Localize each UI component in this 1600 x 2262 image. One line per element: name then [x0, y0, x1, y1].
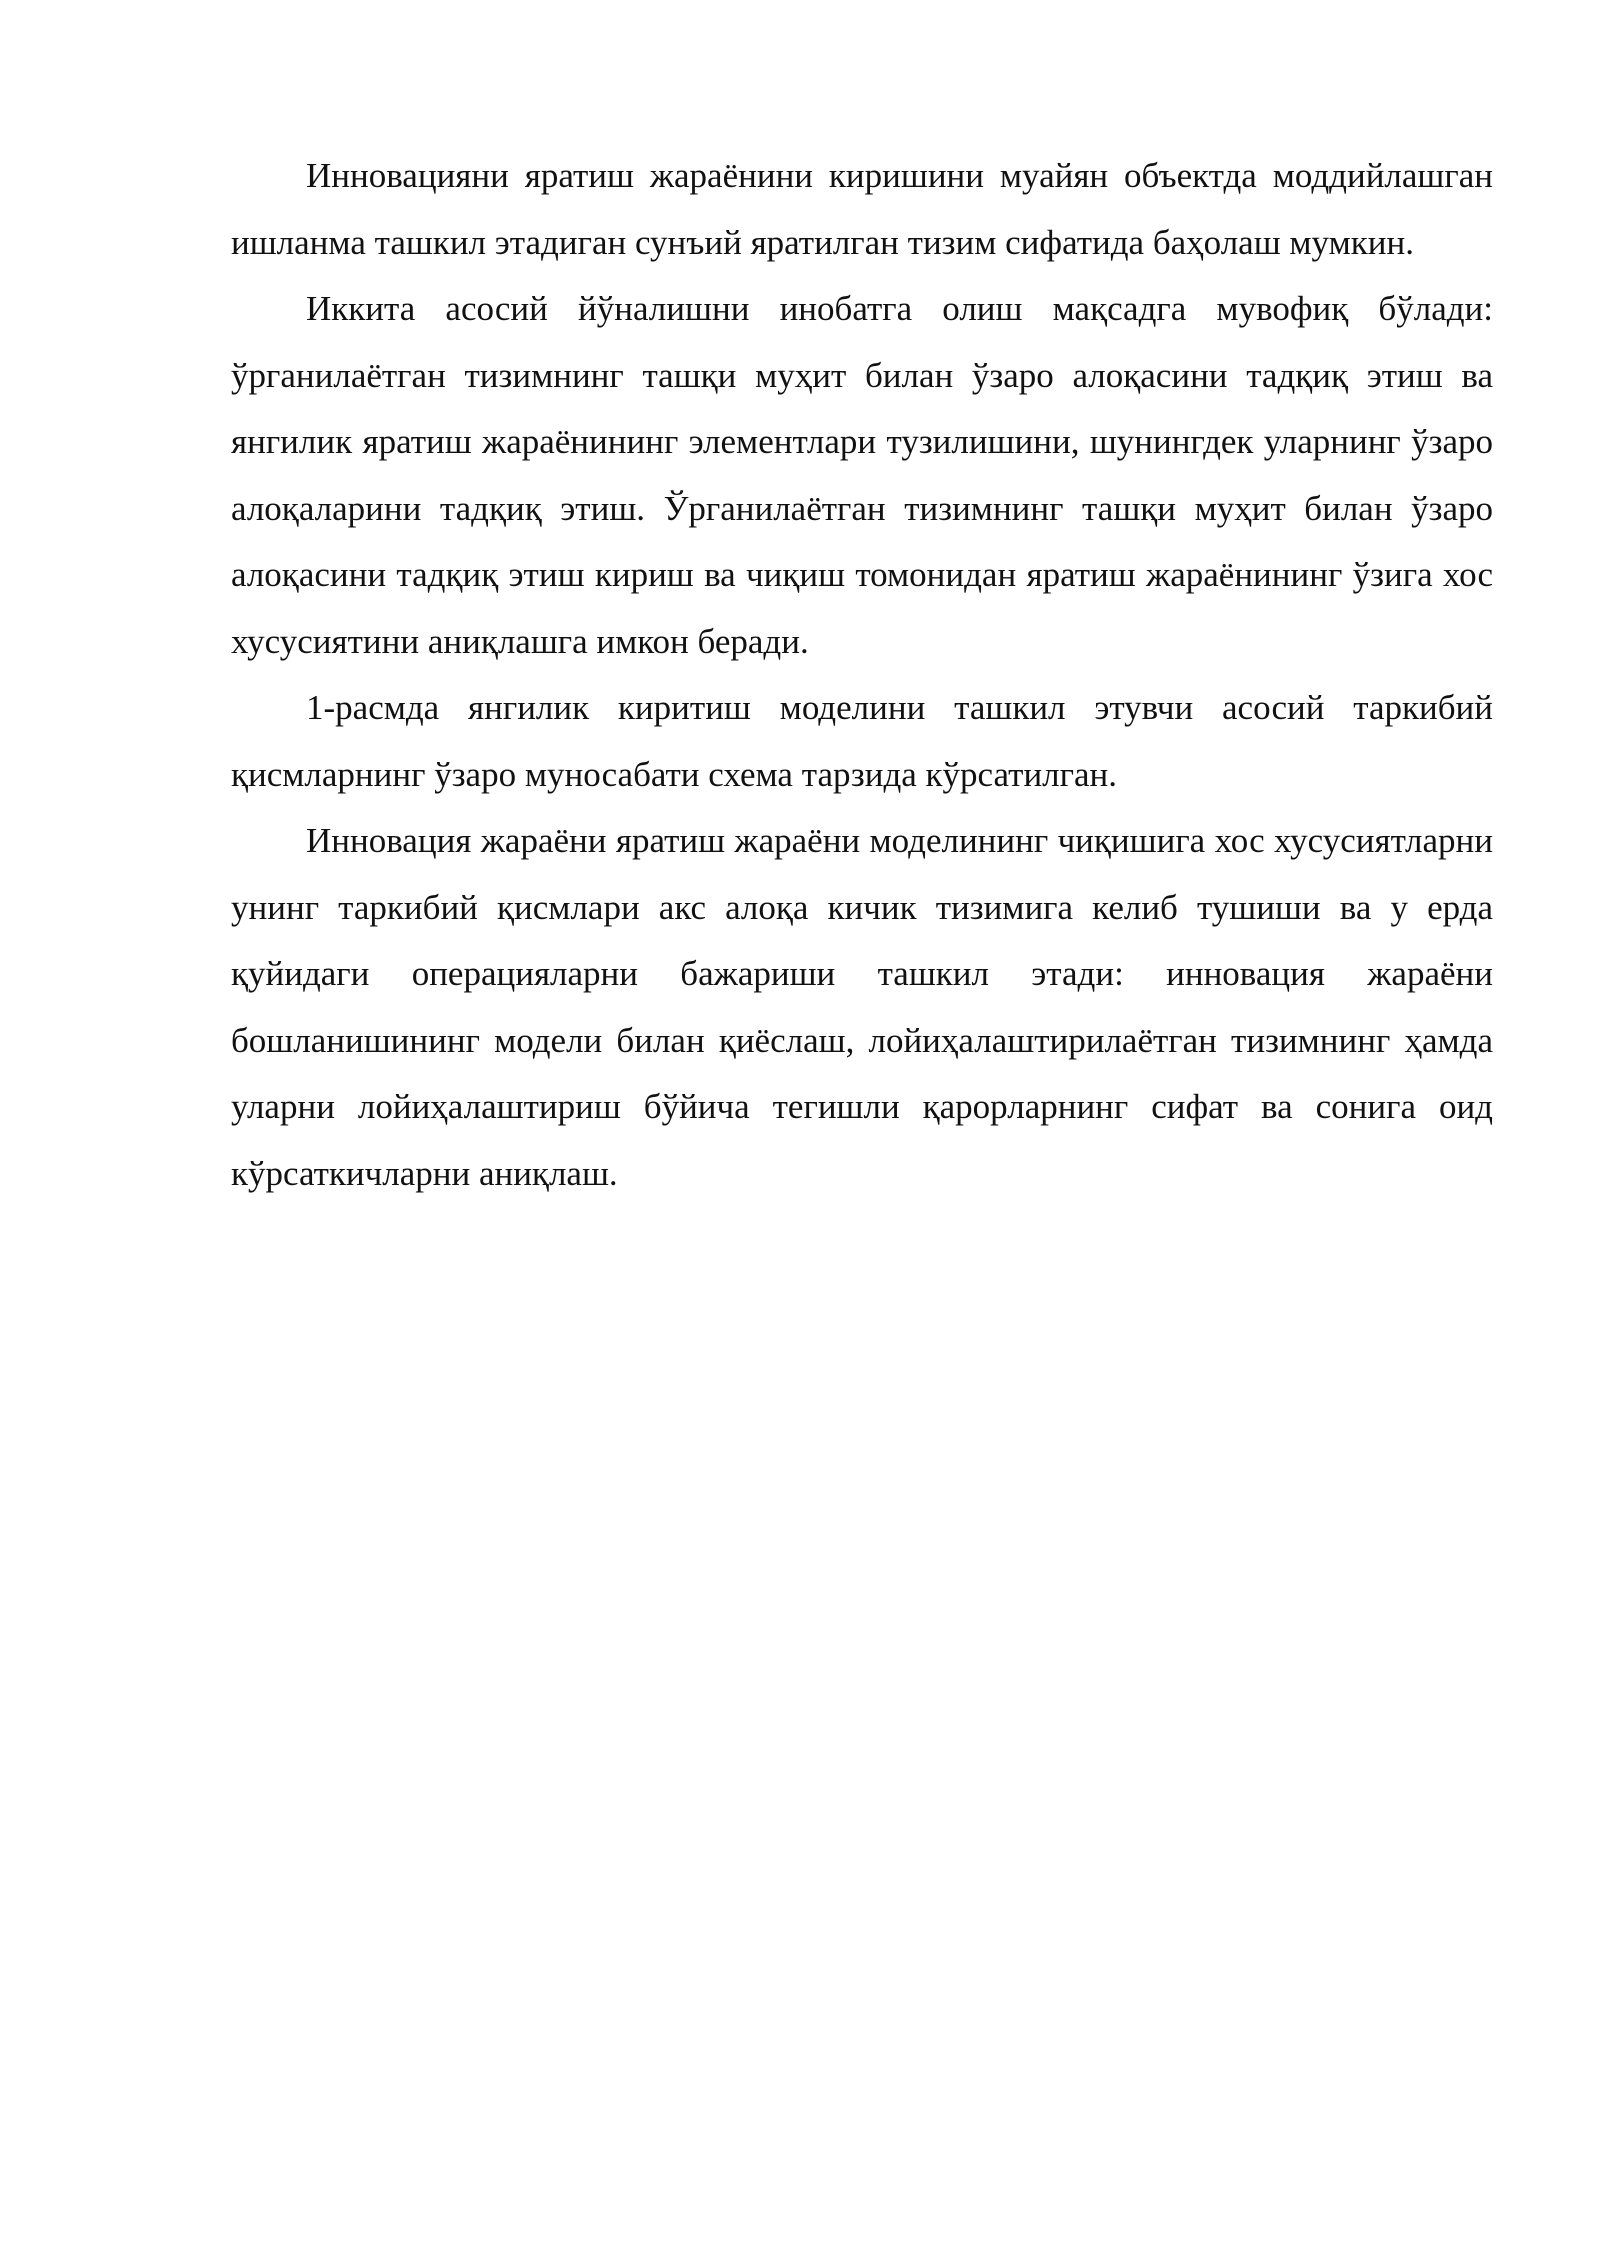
paragraph-1: Инновацияни яратиш жараёнини киришини муайян объектда моддийлашган ишланма ташкил этадиган сунъий яратилган тизим сифатида баҳолаш мумкин.	[231, 156, 1493, 262]
document-body	[231, 143, 1493, 1207]
paragraph-4: Инновация жараёни яратиш жараёни моделининг чиқишига хос хусусиятларни унинг таркибий қисмлари акс алоқа кичик тизимига келиб тушиши ва у ерда қуйидаги операцияларни бажариши ташкил этади: инновация жараёни бошланишининг модели билан қиёслаш, лойиҳалаштирилаётган тизимнинг ҳамда уларни лойиҳалаштириш бўйича тегишли қарорларнинг сифат ва сонига оид кўрсаткичларни аниқлаш.	[231, 821, 1493, 1193]
paragraph-2: Иккита асосий йўналишни инобатга олиш мақсадга мувофиқ бўлади: ўрганилаётган тизимнинг ташқи муҳит билан ўзаро алоқасини тадқиқ этиш ва янгилик яратиш жараёнининг элементлари тузилишини, шунингдек уларнинг ўзаро алоқаларини тадқиқ этиш. Ўрганилаётган тизимнинг ташқи муҳит билан ўзаро алоқасини тадқиқ этиш кириш ва чиқиш томонидан яратиш жараёнининг ўзига хос хусусиятини аниқлашга имкон беради.	[231, 289, 1493, 661]
paragraph-3: 1-расмда янгилик киритиш моделини ташкил этувчи асосий таркибий қисмларнинг ўзаро муносабати схема тарзида кўрсатилган.	[231, 688, 1493, 794]
